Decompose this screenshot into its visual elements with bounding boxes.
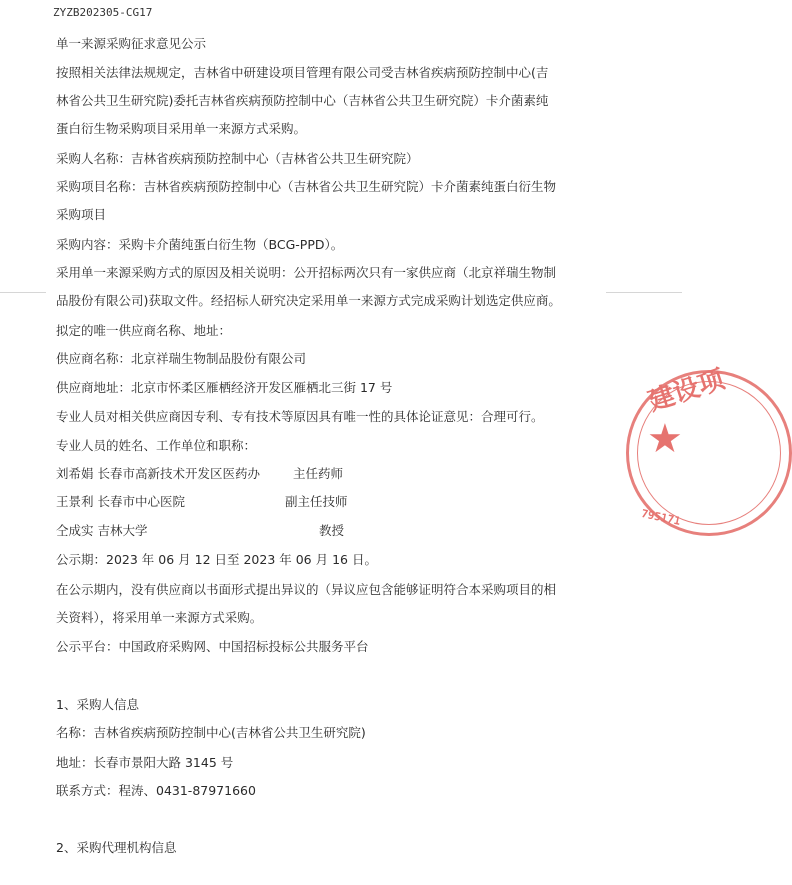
document-number: ZYZB202305-CG17: [53, 6, 153, 19]
section-1-heading: 1、采购人信息: [56, 697, 139, 712]
supplier-heading: 拟定的唯一供应商名称、地址：: [56, 323, 232, 338]
objection-line-1: 在公示期内，没有供应商以书面形式提出异议的（异议应包含能够证明符合本采购项目的相: [56, 582, 557, 597]
intro-line-1: 按照相关法律法规规定，吉林省中研建设项目管理有限公司受吉林省疾病预防控制中心(吉: [56, 65, 549, 80]
expert-row-3-name: 仝成实 吉林大学: [56, 523, 148, 538]
reason-line-2: 品股份有限公司)获取文件。经招标人研究决定采用单一来源方式完成采购计划选定供应商。: [56, 293, 561, 308]
objection-line-2: 关资料），将采用单一来源方式采购。: [56, 610, 263, 625]
section-2-heading: 2、采购代理机构信息: [56, 840, 177, 855]
publication-platform: 公示平台：中国政府采购网、中国招标投标公共服务平台: [56, 639, 369, 654]
seal-text: 建设项: [644, 364, 729, 418]
expert-row-2-title: 副主任技师: [285, 494, 348, 509]
official-seal-stamp: [626, 364, 792, 536]
expert-row-3-title: 教授: [319, 523, 345, 538]
intro-line-2: 林省公共卫生研究院)委托吉林省疾病预防控制中心（吉林省公共卫生研究院）卡介菌素纯: [56, 93, 549, 108]
fold-line-left: [0, 292, 46, 293]
expert-opinion: 专业人员对相关供应商因专利、专有技术等原因具有唯一性的具体论证意见：合理可行。: [56, 409, 544, 424]
purchaser-info-address: 地址：长春市景阳大路 3145 号: [56, 755, 234, 770]
fold-line-right: [606, 292, 682, 293]
expert-row-1-name: 刘希娟 长春市高新技术开发区医药办: [56, 466, 260, 481]
experts-heading: 专业人员的姓名、工作单位和职称：: [56, 438, 257, 453]
intro-line-3: 蛋白衍生物采购项目采用单一来源方式采购。: [56, 121, 307, 136]
announcement-period: 公示期：2023 年 06 月 12 日至 2023 年 06 月 16 日。: [56, 552, 377, 567]
expert-row-2-name: 王景利 长春市中心医院: [56, 494, 185, 509]
reason-line-1: 采用单一来源采购方式的原因及相关说明：公开招标两次只有一家供应商（北京祥瑞生物制: [56, 265, 557, 280]
document-title: 单一来源采购征求意见公示: [56, 36, 207, 51]
purchaser-info-name: 名称：吉林省疾病预防控制中心(吉林省公共卫生研究院): [56, 725, 366, 740]
project-name-line-1: 采购项目名称：吉林省疾病预防控制中心（吉林省公共卫生研究院）卡介菌素纯蛋白衍生物: [56, 179, 557, 194]
seal-star-icon: ★: [647, 416, 683, 462]
seal-number: 795171: [640, 507, 682, 528]
project-name-line-2: 采购项目: [56, 207, 107, 222]
content-line: 采购内容：采购卡介菌纯蛋白衍生物（BCG-PPD）。: [56, 237, 344, 252]
expert-row-1-title: 主任药师: [293, 466, 344, 481]
purchaser-name-line: 采购人名称：吉林省疾病预防控制中心（吉林省公共卫生研究院）: [56, 151, 419, 166]
supplier-name: 供应商名称：北京祥瑞生物制品股份有限公司: [56, 351, 307, 366]
supplier-address: 供应商地址：北京市怀柔区雁栖经济开发区雁栖北三街 17 号: [56, 380, 393, 395]
purchaser-info-contact: 联系方式：程涛、0431-87971660: [56, 783, 256, 798]
